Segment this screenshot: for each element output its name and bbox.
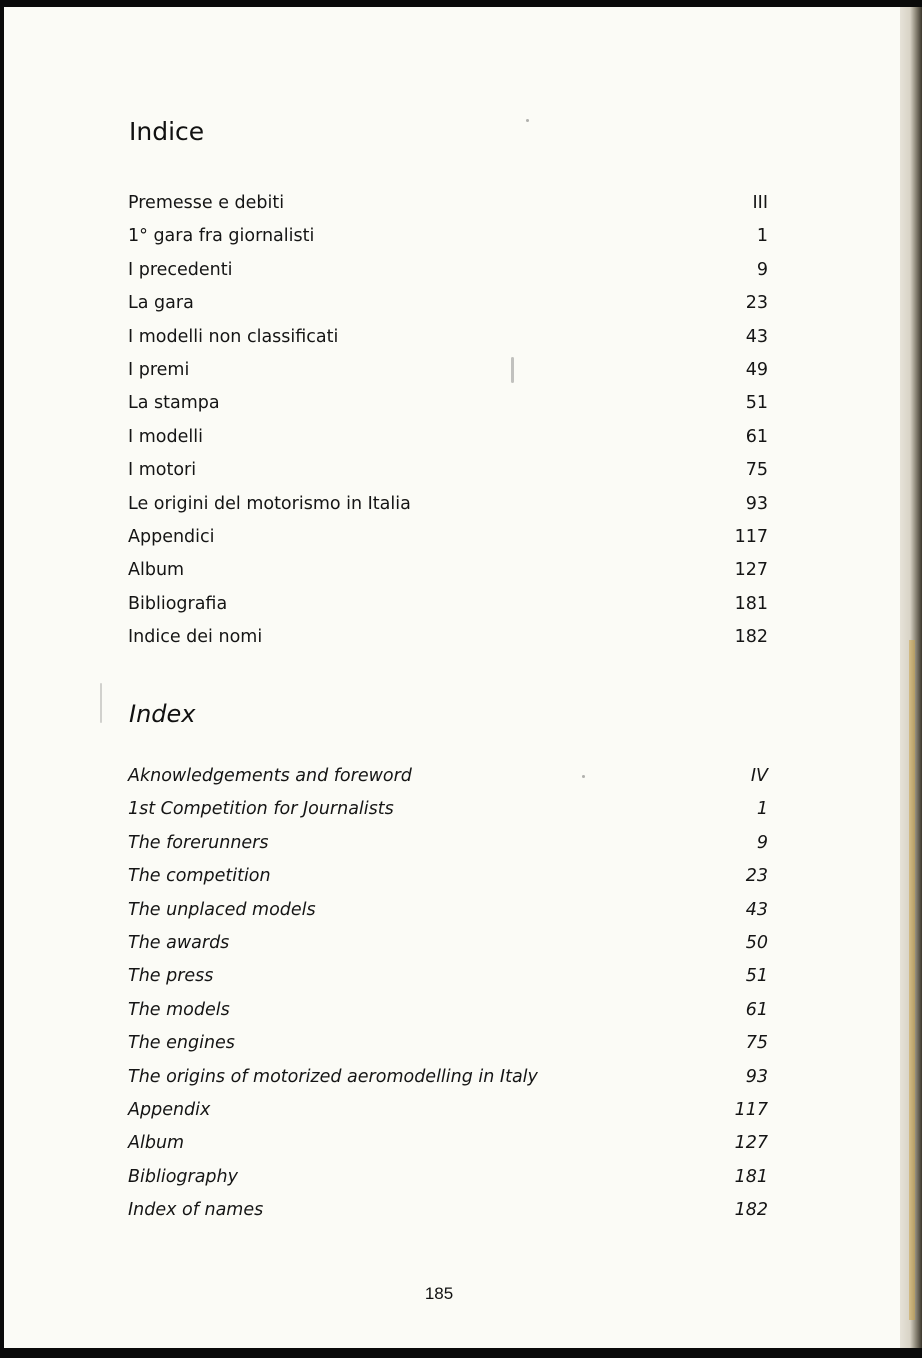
entry-label: Le origini del motorismo in Italia — [128, 493, 411, 514]
entry-page: 1 — [756, 799, 768, 820]
entry-page: III — [752, 193, 768, 213]
entry-label: 1st Competition for Journalists — [128, 799, 394, 820]
entry-label: Bibliography — [128, 1166, 238, 1187]
toc-row — [128, 521, 768, 554]
entry-label: Album — [128, 1133, 185, 1154]
toc-row — [128, 1027, 768, 1060]
entry-label: Index of names — [128, 1200, 264, 1221]
entry-page: 23 — [745, 866, 768, 887]
entry-page: 49 — [745, 359, 768, 380]
toc-row — [128, 827, 768, 860]
entry-label: 1° gara fra giornalisti — [128, 226, 315, 247]
toc-row — [128, 793, 768, 826]
entry-page: 51 — [745, 393, 768, 414]
toc-row — [128, 454, 768, 487]
entry-label: Premesse e debiti — [128, 193, 285, 213]
entry-label: The awards — [128, 932, 230, 953]
scan-speck — [526, 119, 529, 122]
entry-page: 117 — [734, 526, 768, 547]
toc-row — [128, 1161, 768, 1194]
toc-row — [128, 287, 768, 320]
index-list — [128, 760, 768, 1227]
entry-page: 93 — [745, 493, 768, 514]
toc-row — [128, 1061, 768, 1094]
entry-page: 93 — [745, 1066, 768, 1087]
entry-label: I modelli — [128, 426, 203, 447]
entry-label: Album — [128, 560, 185, 581]
entry-label: I premi — [128, 359, 190, 380]
entry-page: 61 — [745, 426, 768, 447]
entry-label: Aknowledgements and foreword — [128, 766, 412, 786]
entry-page: 50 — [745, 932, 768, 953]
entry-page: 127 — [734, 1133, 768, 1154]
book-page — [4, 7, 900, 1348]
entry-label: The models — [128, 999, 230, 1020]
entry-label: The origins of motorized aeromodelling in Italy — [128, 1066, 538, 1087]
entry-label: Appendici — [128, 526, 215, 547]
entry-label: I modelli non classificati — [128, 326, 339, 347]
toc-row — [128, 488, 768, 521]
entry-label: Indice dei nomi — [128, 627, 263, 648]
scan-speck — [511, 357, 514, 383]
toc-row — [128, 554, 768, 587]
entry-label: I motori — [128, 460, 197, 481]
entry-page: 9 — [756, 259, 768, 280]
toc-row — [128, 387, 768, 420]
page-number: 185 — [424, 1284, 454, 1303]
entry-label: Appendix — [128, 1099, 211, 1120]
entry-page: 61 — [745, 999, 768, 1020]
entry-page: IV — [750, 766, 768, 786]
entry-label: The competition — [128, 866, 271, 887]
toc-row — [128, 1094, 768, 1127]
entry-page: 43 — [745, 326, 768, 347]
scan-speck — [582, 775, 585, 778]
entry-page: 9 — [756, 832, 768, 853]
entry-label: Bibliografia — [128, 593, 228, 614]
toc-row — [128, 1194, 768, 1227]
entry-page: 1 — [756, 226, 768, 247]
entry-label: La stampa — [128, 393, 220, 414]
scan-speck — [100, 683, 102, 723]
entry-page: 75 — [745, 460, 768, 481]
toc-row — [128, 588, 768, 621]
entry-page: 181 — [734, 593, 768, 614]
entry-page: 182 — [734, 1200, 768, 1221]
indice-list — [128, 187, 768, 654]
entry-label: The forerunners — [128, 832, 269, 853]
toc-row — [128, 994, 768, 1027]
toc-row — [128, 354, 768, 387]
toc-row — [128, 621, 768, 654]
toc-row — [128, 860, 768, 893]
toc-row — [128, 894, 768, 927]
toc-row — [128, 421, 768, 454]
entry-page: 117 — [734, 1099, 768, 1120]
toc-row — [128, 927, 768, 960]
entry-page: 51 — [745, 966, 768, 987]
toc-row — [128, 960, 768, 993]
index-heading: Index — [129, 700, 196, 728]
entry-page: 23 — [745, 293, 768, 314]
entry-label: The unplaced models — [128, 899, 316, 920]
entry-page: 43 — [745, 899, 768, 920]
entry-label: La gara — [128, 293, 194, 314]
entry-label: I precedenti — [128, 259, 233, 280]
toc-row — [128, 254, 768, 287]
toc-row — [128, 1127, 768, 1160]
toc-row — [128, 760, 768, 793]
toc-row — [128, 220, 768, 253]
entry-page: 75 — [745, 1033, 768, 1054]
entry-label: The press — [128, 966, 214, 987]
entry-page: 181 — [734, 1166, 768, 1187]
page-edge-stain — [909, 640, 915, 1320]
toc-row — [128, 321, 768, 354]
indice-heading: Indice — [129, 117, 205, 146]
toc-row — [128, 187, 768, 220]
entry-page: 182 — [734, 627, 768, 648]
entry-page: 127 — [734, 560, 768, 581]
entry-label: The engines — [128, 1033, 235, 1054]
